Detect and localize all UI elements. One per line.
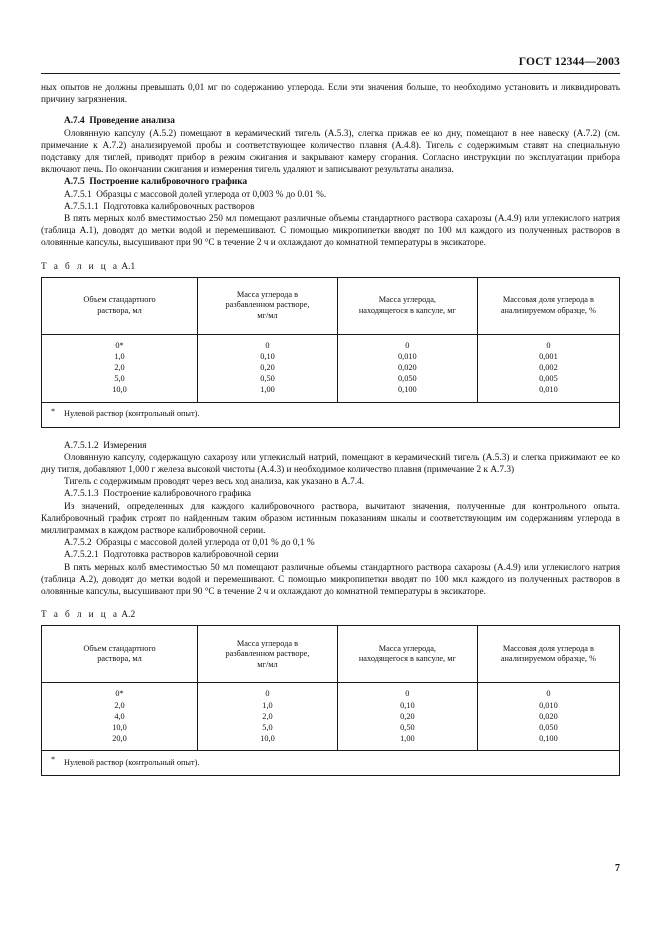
section-number-a7513: А.7.5.1.3 [64, 489, 99, 500]
table-caption-a1 [41, 262, 620, 272]
cell-value: 0,10 [260, 351, 275, 361]
section-text2-a7512: Тигель с содержимым проводят через весь ход анализа, как указано в А.7.4. [64, 477, 365, 488]
table-caption-label: Т а б л и ц а [41, 610, 120, 621]
cell-value: 0* [115, 340, 124, 350]
section-text-a7512: Оловянную капсулу, содержащую сахарозу или углекислый натрий, помещают в керамический тигель (А.5.3) и слегка прижимают ее ко дну тигля, добавляют 1,000 г железа высокой чистоты (А.4.3) и необходимое количество плавня (примечание 2 к А.7.3) [41, 452, 620, 476]
cell-value: 0,005 [539, 374, 558, 384]
section-title-a7512: Измерения [103, 440, 147, 451]
table-body-row [42, 334, 620, 402]
section-heading-a74 [41, 115, 620, 127]
cell-value: 0 [405, 689, 410, 699]
cell-value: 0,020 [398, 363, 417, 373]
cell-value: 0,010 [398, 351, 417, 361]
section-heading-a75 [41, 176, 620, 188]
table-footnote-row [42, 751, 620, 776]
table-caption-a2 [41, 610, 620, 620]
table-a2-footnote [42, 751, 620, 776]
cell-value: 1,00 [400, 734, 415, 744]
document-header-standard-number: ГОСТ 12344—2003 [518, 56, 620, 68]
section-heading-a7513 [41, 488, 620, 500]
table-a1-header-cell-2 [337, 277, 477, 334]
footnote-text: Нулевой раствор (контрольный опыт). [64, 758, 200, 768]
cell-value: 2,0 [114, 700, 125, 710]
section-heading-a751 [41, 189, 620, 201]
hdr-line: Масса углерода, [378, 295, 436, 305]
cell-value: 20,0 [112, 734, 127, 744]
section-heading-a752 [41, 537, 620, 549]
cell-value: 2,0 [114, 363, 125, 373]
footnote-star: * [51, 406, 56, 416]
table-a2-header-cell-2 [337, 626, 477, 683]
table-a2-col-2-values [337, 683, 477, 751]
section-title-a75: Построение калибровочного графика [89, 177, 248, 188]
cell-value: 0,050 [398, 374, 417, 384]
section-text-a7511: В пять мерных колб вместимостью 250 мл помещают различные объемы стандартного раствора сахарозы (А.4.9) или углекислого натрия (таблица А.1), доводят до метки водой и перемешивают. С помощью микропипетки вводят по 100 мл каждого из полученных растворов в оловянные капсулы, высушивают при 90 °С в течение 2 ч и охлаждают до комнатной температуры в эксикаторе. [41, 214, 620, 249]
table-header-row [42, 626, 620, 683]
table-a2-header-cell-3 [477, 626, 619, 683]
table-a2 [41, 625, 620, 776]
table-caption-label: Т а б л и ц а [41, 261, 120, 272]
cell-value: 0,002 [539, 363, 558, 373]
hdr-line: Масса углерода, [378, 643, 436, 653]
table-a1-header-cell-0 [42, 277, 198, 334]
section-title-a751: Образцы с массовой долей углерода от 0,003 % до 0.01 %. [96, 189, 327, 200]
cell-value: 1,0 [114, 351, 125, 361]
table-a2-header-cell-0 [42, 626, 198, 683]
section-title-a7513: Построение калибровочного графика [103, 489, 252, 500]
footnote-text: Нулевой раствор (контрольный опыт). [64, 409, 200, 419]
section-heading-a7512 [41, 440, 620, 452]
cell-value: 5,0 [114, 374, 125, 384]
cell-value: 0,10 [400, 700, 415, 710]
section-number-a75: А.7.5 [64, 177, 85, 188]
table-caption-name: А.1 [121, 261, 136, 272]
hdr-line: раствора, мл [97, 305, 142, 315]
header-rule [41, 73, 620, 74]
cell-value: 0,010 [539, 385, 558, 395]
cell-value: 0,50 [260, 374, 275, 384]
cell-value: 0 [546, 340, 551, 350]
section-number-a752: А.7.5.2 [64, 538, 92, 549]
hdr-line: Масса углерода в [236, 290, 299, 300]
table-a1-col-3-values [477, 334, 619, 402]
table-a2-col-0-values [42, 683, 198, 751]
cell-value: 0 [405, 340, 410, 350]
footnote-star: * [51, 755, 56, 765]
section-title-a74: Проведение анализа [89, 116, 175, 127]
table-a2-col-3-values [477, 683, 619, 751]
cell-value: 1,0 [262, 700, 273, 710]
table-a1-col-2-values [337, 334, 477, 402]
table-a1-col-0-values [42, 334, 198, 402]
section-heading-a7511 [41, 201, 620, 213]
cell-value: 10,0 [112, 385, 127, 395]
table-a2-col-1-values [198, 683, 338, 751]
hdr-line: анализируемом образце, % [500, 305, 596, 315]
hdr-line: раствора, мл [97, 654, 142, 664]
hdr-line: Масса углерода в [236, 638, 299, 648]
cell-value: 0,010 [539, 700, 558, 710]
table-a1 [41, 277, 620, 428]
hdr-line: мг/мл [257, 310, 278, 320]
section-text-a7521: В пять мерных колб вместимостью 50 мл помещают различные объемы стандартного раствора сахарозы (А.4.9) или углекислого натрия (таблица А.2), доводят до метки водой и перемешивают. С помощью микропипетки вводят по 100 мкл каждого из полученных растворов в оловянные капсулы, высушивают при 90 °С в течение 2 ч и охлаждают до комнатной температуры в эксикаторе. [41, 562, 620, 598]
hdr-line: Массовая доля углерода в [502, 295, 594, 305]
table-a2-header-cell-1 [198, 626, 338, 683]
cell-value: 0,20 [400, 711, 415, 721]
section-title-a752: Образцы с массовой долей углерода от 0,01 % до 0,1 % [96, 538, 315, 549]
table-body-row [42, 683, 620, 751]
cell-value: 0,100 [539, 734, 558, 744]
section-number-a7511: А.7.5.1.1 [64, 201, 99, 212]
section-title-a7521: Подготовка растворов калибровочной серии [103, 550, 279, 561]
hdr-line: Объем стандартного [83, 643, 156, 653]
cell-value: 10,0 [260, 734, 275, 744]
table-a1-header-cell-3 [477, 277, 619, 334]
section-title-a7511: Подготовка калибровочных растворов [103, 201, 255, 212]
cell-value: 4,0 [114, 711, 125, 721]
table-a1-col-1-values [198, 334, 338, 402]
page-number: 7 [615, 863, 620, 874]
cell-value: 5,0 [262, 722, 273, 732]
hdr-line: находящегося в капсуле, мг [358, 654, 456, 664]
cell-value: 0,020 [539, 711, 558, 721]
section-heading-a7521 [41, 549, 620, 561]
table-a1-footnote [42, 402, 620, 427]
cell-value: 0,20 [260, 363, 275, 373]
table-header-row [42, 277, 620, 334]
cell-value: 0 [546, 689, 551, 699]
hdr-line: разбавленном растворе, [225, 300, 310, 310]
section-number-a74: А.7.4 [64, 116, 85, 127]
table-a1-header-cell-1 [198, 277, 338, 334]
cell-value: 0,50 [400, 722, 415, 732]
hdr-line: находящегося в капсуле, мг [358, 305, 456, 315]
hdr-line: Массовая доля углерода в [502, 643, 594, 653]
intro-paragraph: ных опытов не должны превышать 0,01 мг по содержанию углерода. Если эти значения больше, то необходимо установить и ликвидировать причину загрязнения. [41, 83, 620, 106]
cell-value: 0* [115, 689, 124, 699]
cell-value: 1,00 [260, 385, 275, 395]
hdr-line: разбавленном растворе, [225, 649, 310, 659]
cell-value: 0,100 [398, 385, 417, 395]
section-number-a7521: А.7.5.2.1 [64, 550, 99, 561]
cell-value: 0,001 [539, 351, 558, 361]
section-text-a74: Оловянную капсулу (А.5.2) помещают в керамический тигель (А.5.3), слегка прижав ее ко дну, помещают в нее навеску (А.7.2) (см. примечание к А.7.2) анализируемой пробы и соответствующее количество плавня (А.4.8). Тигель с содержимым ставят на специальную подставку для тиглей, приводят прибор в режим сжигания и закрывают камеру сгорания. Согласно инструкции по эксплуатации прибора включают печь. По окончании сжигания и измерения тигель удаляют и записывают результаты анализа. [41, 128, 620, 176]
cell-value: 0 [265, 689, 270, 699]
table-footnote-row [42, 402, 620, 427]
section-number-a7512: А.7.5.1.2 [64, 440, 99, 451]
section-number-a751: А.7.5.1 [64, 189, 92, 200]
hdr-line: Объем стандартного [83, 295, 156, 305]
hdr-line: мг/мл [257, 659, 278, 669]
cell-value: 0 [265, 340, 270, 350]
cell-value: 0,050 [539, 722, 558, 732]
cell-value: 2,0 [262, 711, 273, 721]
hdr-line: анализируемом образце, % [500, 654, 596, 664]
table-caption-name: А.2 [121, 610, 136, 621]
page-content [41, 56, 620, 776]
section-text-a7513: Из значений, определенных для каждого калибровочного раствора, вычитают значения, полученные для контрольного опыта. Калибровочный график строят по найденным таким образом истинным показаниям шкалы и соответствующим им содержаниям углерода в миллиграммах в каждом растворе калибровочной серии. [41, 501, 620, 537]
cell-value: 10,0 [112, 722, 127, 732]
